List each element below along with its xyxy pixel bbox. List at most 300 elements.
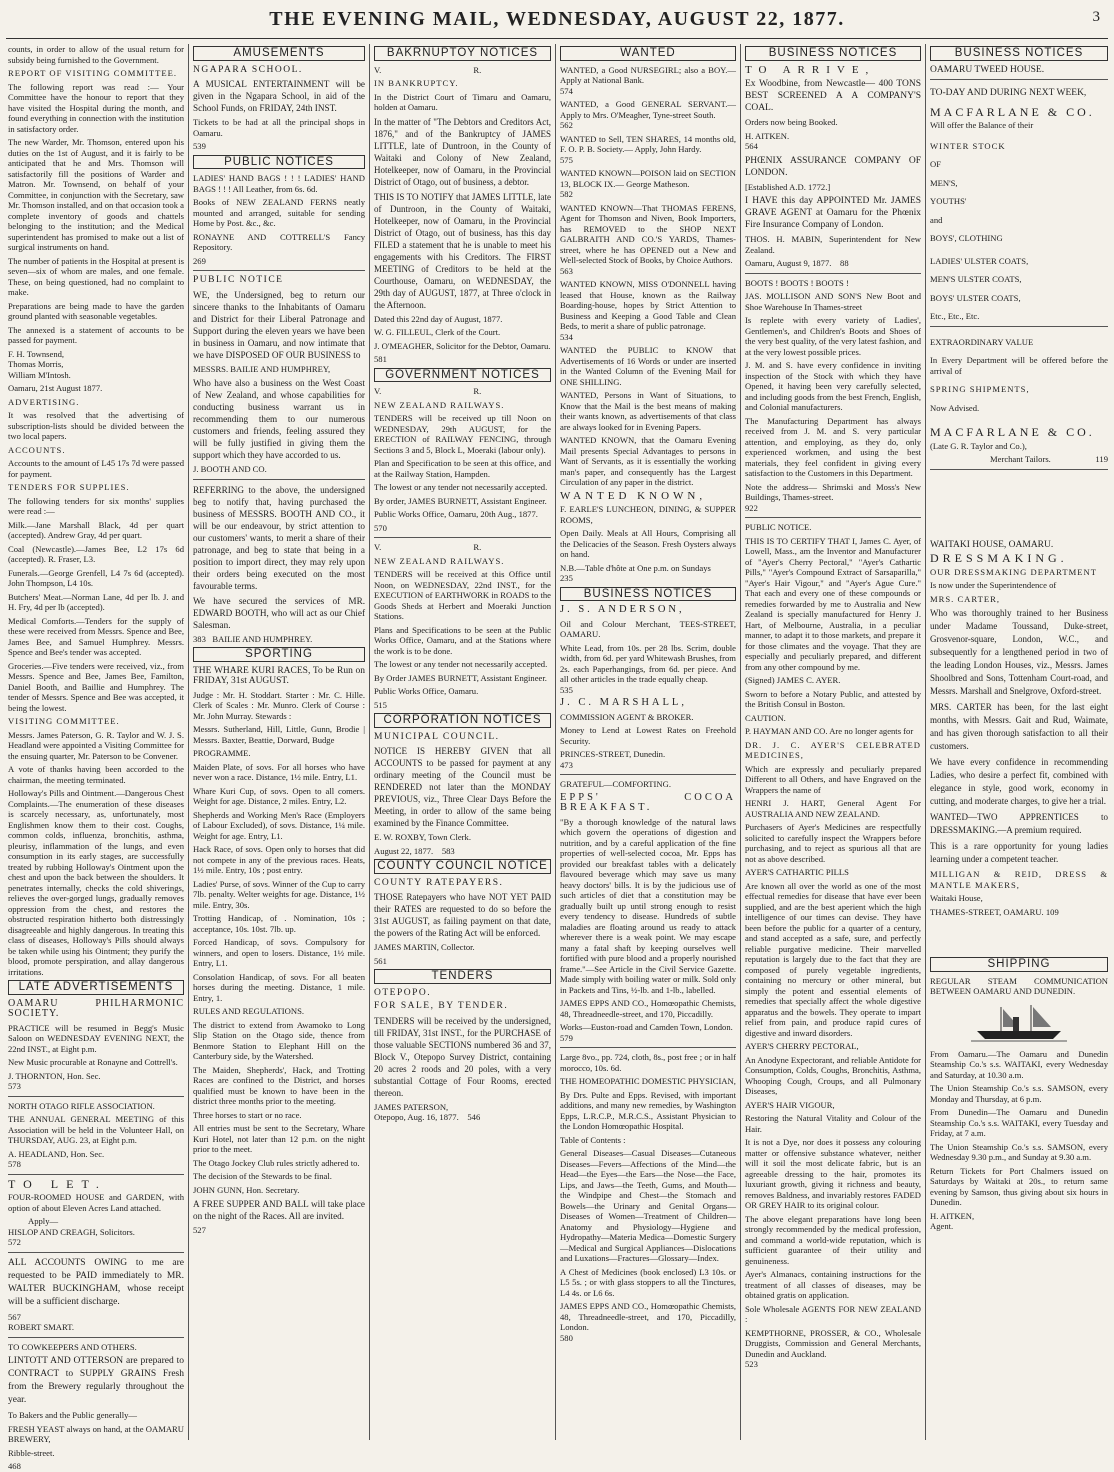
ad-text: Return Tickets for Port Chalmers issued on Saturdays by Waitaki at 20s., to return same evening by Samson, thus giving about six hours in Dunedin. [930, 1165, 1108, 1207]
royal-cipher: V. R. [374, 386, 482, 396]
divider [374, 537, 551, 538]
section-heading: WANTED [560, 46, 736, 61]
ad-title: OAMARU PHILHARMONIC SOCIETY. [8, 997, 184, 1019]
ad-title: NORTH OTAGO RIFLE ASSOCIATION. [8, 1100, 155, 1111]
ad-text: (Late G. R. Taylor and Co.), [930, 440, 1027, 451]
ad-text: Three horses to start or no race. [193, 1109, 302, 1120]
article-text: The number of patients in the Hospital at present is seven—six of whom are males, and one female. These, on being questioned, had no complaint to make. [8, 255, 184, 297]
royal-cipher: V. R. [374, 64, 482, 75]
subhead: VISITING COMMITTEE. [8, 716, 120, 726]
ad-text: To Bakers and the Public generally— [8, 1410, 137, 1420]
ad-signature: THOS. H. MABIN, Superintendent for New Zealand. [745, 234, 921, 255]
dateline: Oamaru, 21st August 1877. [8, 383, 103, 393]
subhead: ADVERTISING. [8, 396, 80, 407]
steamship-icon [971, 1001, 1067, 1045]
ad-text: In the matter of "The Debtors and Creditors Act, 1876," and of the Bankruptcy of JAMES LITTLE, late of Duntroon, in the County of Waitaki and Colony of New Zealand, Hotelkeeper, now of Oamaru, in the Provincial District of Otago, out of business, a debtor. [374, 116, 551, 187]
ad-signature: E. W. ROXBY, Town Clerk. [374, 832, 471, 842]
royal-cipher: V. R. [374, 542, 482, 552]
race-entry: Ladies' Purse, of sovs. Winner of the Cup to carry 7lb. penalty. Welter weights for age. Distance, 1½ mile. Entry, 30s. [193, 878, 365, 910]
ad-text: It is not a Dye, nor does it possess any colouring matter or offensive substance whatever, neither will it soil the most delicate fabric, but is an agreeable dressing to the hair, promotes its luxuriant growth, giving it richness and beauty, removes Baldness, and invariably restores FADED OR GREY HAIR to its original colour. [745, 1137, 921, 1210]
ad-signature: Agent. [930, 1221, 954, 1231]
ad-number: 579 [560, 1032, 573, 1043]
ad-number: 570 [374, 522, 387, 533]
ad-text: Waitaki House, [930, 893, 983, 903]
ad-text: Is now under the Superintendence of [930, 580, 1057, 590]
ad-text: The Union Steamship Co.'s s.s. SAMSON, every Wednesday 9.30 p.m., and Sunday at 9.30 a.m. [930, 1141, 1108, 1162]
ad-text: Apply— [28, 1216, 59, 1226]
ad-text: Dated this 22nd day of August, 1877. [374, 313, 503, 324]
ad-text: In Every Department will be offered before the arrival of [930, 355, 1108, 376]
column-divider [555, 44, 556, 1440]
ad-signature [193, 634, 365, 645]
race-entry: Whare Kuri Cup, of sovs. Open to all comers. Weight for age. Distance, 2 miles. Entry, L2. [193, 785, 365, 806]
ad-title: COUNTY RATEPAYERS. [374, 877, 504, 888]
date: Otepopo, Aug. 16, 1877. [374, 1112, 459, 1122]
section-heading: COUNTY COUNCIL NOTICE [374, 859, 551, 874]
article-text: Accounts to the amount of L45 17s 7d were passed for payment. [8, 458, 184, 479]
section-heading: GOVERNMENT NOTICES [374, 368, 551, 383]
ad-text: We have every confidence in recommending Ladies, who desire a perfect fit, combined with elegance in style, good work, economy in cutting, and moderate charges, to give her a trial. [930, 757, 1108, 806]
ad-text: Now Advised. [930, 402, 980, 413]
wanted-ad: WANTED, Persons in Want of Situations, to Know that the Mail is the best means of making their wants known, as advertisements of that class are always looked for in Evening Papers. [560, 390, 736, 432]
ad-text: LINTOTT AND OTTERSON are prepared to CONTRACT to SUPPLY GRAINS Fresh from the Brewery regularly throughout the year. [8, 1356, 184, 1405]
masthead-rule [6, 38, 1108, 39]
dateline [374, 846, 551, 857]
ad-signature: J. O'MEAGHER, Solicitor for the Debtor, Oamaru. [374, 340, 551, 351]
ad-text: Plan and Specification to be seen at this office, and at the Railway Station, Hampden. [374, 458, 551, 479]
ad-text: THAMES-STREET, OAMARU. [930, 906, 1044, 917]
ad-text: TENDERS will be received at this Office until Noon, on WEDNESDAY, 22nd INST., for the EXECUTION of EARTHWORK in ROADS to the Goods Sheds at Herbert and Moeraki Junction Stations. [374, 569, 551, 621]
ad-text: Who was thoroughly trained to her Business under Madame Toussand, Duke-street, Grosvenor-square, London, W.C., and subsequently for a lengthened period in two of the leading London Houses, viz., Messrs. James Shoolbred and Sons, Tottenham Court-road, and Messrs. Marshall and Snelgrove, Oxford-street. [930, 608, 1108, 696]
ad-text: TENDERS will be received by the undersigned, till FRIDAY, 31st INST., for the PURCHASE of those valuable SECTIONS numbered 36 and 37, Block V., Otepopo Survey District, containing 20 acres 2 roods and 20 poles, with a very substantial Cottage of Four Rooms, erected thereon. [374, 1015, 551, 1098]
divider [193, 270, 365, 271]
ad-signature: J. BOOTH AND CO. [193, 464, 267, 474]
date: Oamaru, August 9, 1877. [745, 258, 832, 268]
ad-number: 582 [560, 189, 573, 199]
section-heading: SPORTING [193, 647, 365, 662]
subhead: TENDERS FOR SUPPLIES. [8, 482, 130, 492]
ad-number: 561 [374, 955, 387, 966]
dateline [930, 454, 1108, 465]
ad-number: 119 [1095, 454, 1108, 464]
subhead: PROGRAMME. [193, 748, 251, 758]
ad-text: P. HAYMAN AND CO. Are no longer agents for [745, 726, 914, 736]
ad-text: MRS. CARTER has been, for the last eight months, with Messrs. Gait and Rud, Waimate, and has given thorough satisfaction to all their customers. [930, 702, 1108, 751]
article-text: Medical Comforts.—Tenders for the supply of these were received from Messrs. Spence and Bee, James Bee, and Samuel Humphrey. Messrs. Spence and Bee's tender was accepted. [8, 615, 184, 657]
article-text: The following report was read :— Your Committee have the honour to report that they have visited the Hospital during the month, and found everything in connection with the institution in satisfactory order. [8, 81, 184, 134]
ad-text: Ex Woodbine, from Newcastle— 400 TONS BEST SCREENED A A COMPANY'S COAL. [745, 79, 921, 113]
ad-signature: BAILIE AND HUMPHREY. [212, 633, 313, 644]
ad-text: Restoring the Natural Vitality and Colour of the Hair. [745, 1113, 921, 1134]
ad-signature: JAMES MARTIN, Collector. [374, 942, 475, 952]
ad-number: 573 [8, 1081, 21, 1091]
ad-number: 269 [193, 255, 206, 266]
divider [8, 1096, 184, 1097]
ad-number: 562 [560, 120, 573, 130]
ad-text: Tickets to be had at all the principal shops in Oamaru. [193, 117, 365, 138]
ad-text: Judge : Mr. H. Stoddart. Starter : Mr. C. Hille. Clerk of Scales : Mr. Munro. Clerk of Course : Mr. John Murray. Stewards : [193, 689, 365, 721]
ad-title: OAMARU TWEED HOUSE. [930, 64, 1045, 75]
column-1 [8, 44, 184, 1471]
masthead-title: THE EVENING MAIL, WEDNESDAY, AUGUST 22, 1877. [269, 8, 845, 30]
ad-text: From Dunedin—The Oamaru and Dunedin Steamship Co.'s s.s. WAITAKI, every Tuesday and Friday, at 7 a.m. [930, 1107, 1108, 1138]
ad-number: 523 [745, 1359, 758, 1369]
ad-title: PHŒNIX ASSURANCE COMPANY OF LONDON. [745, 155, 921, 178]
ad-text: ALL ACCOUNTS OWING to me are requested to be PAID immediately to MR. WALTER BUCKINGHAM, whose receipt will be a sufficient discharge. [8, 1257, 184, 1307]
ad-signature: A. HEADLAND, Hon. Sec. [8, 1148, 105, 1159]
ad-text: TO-DAY AND DURING NEXT WEEK, [930, 88, 1087, 98]
article-text: Milk.—Jane Marshall Black, 4d per quart (accepted). Andrew Gray, 4d per quart. [8, 519, 184, 540]
ad-text: MEN'S, [930, 177, 958, 188]
column-6 [930, 44, 1108, 1440]
ad-title: MUNICIPAL COUNCIL. [374, 731, 500, 742]
ad-title: JAS. MOLLISON AND SON'S New Boot and Shoe Warehouse In Thames-street [745, 291, 921, 312]
ad-text: WANTED—TWO APPRENTICES to DRESSMAKING.—A premium required. [930, 812, 1108, 835]
wanted-ad: WANTED KNOWN—That THOMAS FERENS, Agent for Thomson and Niven, Book Importers, has REMOVED to the SHOP NEXT GALBRAITH AND CO.'S YARDS, Thames-street, where he has OPENED out a New and Well-selected Stock of Books, by Choice Authors. [560, 202, 736, 265]
dateline [745, 258, 921, 269]
ad-text: LADIES' ULSTER COATS, [930, 255, 1029, 266]
dateline [930, 907, 1108, 918]
ad-title: EPPS' COCOA BREAKFAST. [560, 791, 736, 813]
ad-text: A MUSICAL ENTERTAINMENT will be given in the Ngapara School, in aid of the School Funds, on FRIDAY, 24th INST. [193, 79, 365, 113]
ad-title: IN BANKRUPTCY. [374, 78, 459, 88]
ad-text: We have secured the services of MR. EDWARD BOOTH, who will act as our Chief Salesman. [193, 595, 365, 630]
ad-signature: W. G. FILLEUL, Clerk of the Court. [374, 327, 501, 337]
ad-text: I HAVE this day APPOINTED Mr. JAMES GRAVE AGENT at Oamaru for the Phœnix Fire Insurance Company of London. [745, 196, 921, 230]
ad-title: MILLIGAN & REID, DRESS & MANTLE MAKERS, [930, 869, 1108, 890]
masthead [0, 0, 1114, 40]
ad-signature: H. AITKEN. [745, 130, 790, 141]
ad-text: F. EARLE'S LUNCHEON, DINING, & SUPPER ROOMS, [560, 504, 736, 525]
ad-text: Oil and Colour Merchant, TEES-STREET, OAMARU. [560, 618, 736, 639]
ad-text: The Manufacturing Department has always received from J. M. and S. very particular attention, and employing, as they do, only experienced workmen, and using the best materials, they feel confident in giving every satisfaction to the Customers in this Department. [745, 415, 921, 478]
ad-signature: RONAYNE AND COTTRELL'S Fancy Repository. [193, 231, 365, 252]
ad-title: J. S. ANDERSON, [560, 604, 685, 615]
ad-title: AYER'S HAIR VIGOUR, [745, 1099, 835, 1110]
subhead: BOOTS ! BOOTS ! BOOTS ! [745, 277, 849, 288]
signature: F. H. Townsend, [8, 348, 65, 359]
column-divider [188, 44, 189, 1440]
signature: Thomas Morris, [8, 359, 64, 369]
article-text: It was resolved that the advertising of subscription-lists should be divided between the two local papers. [8, 410, 184, 441]
ad-text: THOSE Ratepayers who have NOT YET PAID their RATES are requested to do so before the 31st AUGUST, as failing payment on that date, the powers of the Rating Act will be enforced. [374, 892, 551, 938]
ad-text: Orders now being Booked. [745, 117, 838, 127]
ad-title: DRESSMAKING. [930, 551, 1068, 565]
signature: William M'Intosh. [8, 369, 71, 380]
race-entry: Hack Race, of sovs. Open only to horses that did not compete in any of the previous races. Heats, 1½ mile. Entry, 10s ; post entry. [193, 844, 365, 875]
ad-text: Are known all over the world as one of the most effectual remedies for disease that have ever been supplied, and are the best aperient which the high intelligence of our times can devise. They have been before the public for a quarter of a century, and stand accepted as a safe, sure, and perfectly reliable purgative medicine. Their marvelled reputation is largely due to the fact that they are composed of purely vegetable ingredients, containing no mercury or other mineral, but simply the potent and essential elements of remedies that specially affect the whole digestive apparatus and the bowels. They operate to impart relief from pain, and produce rapid cures of digestive and inward disorders. [745, 880, 921, 1038]
ad-number: 468 [8, 1461, 21, 1471]
ad-text: THE ANNUAL GENERAL MEETING of this Association will be held in the Volunteer Hall, on THURSDAY, AUG. 23, at Eight p.m. [8, 1114, 184, 1145]
article-text: Coal (Newcastle).—James Bee, L2 17s 6d (accepted). R. Fraser, L3. [8, 543, 184, 564]
section-heading: BAKRNUPTOY NOTICES [374, 46, 551, 61]
ad-number: 564 [745, 141, 758, 151]
ad-text: J. M. and S. have every confidence in inviting inspection of the Stock with which they have Opened, it having been very carefully selected, and including goods from the best French, English, and Colonial manufacturers. [745, 360, 921, 412]
article-text: Groceries.—Five tenders were received, viz., from Messrs. Spence and Bee, James Bee, Familton, Daniel Booth, and Baillie and Humphrey. The tender of Messrs. Spence and Bee was accepted, it being the lowest. [8, 660, 184, 713]
column-5 [745, 44, 921, 1440]
ad-text: The Maiden, Shepherds', Hack, and Trotting Races are confined to the District, and horses qualified must be known to have been in the district three months prior to the meeting. [193, 1064, 365, 1106]
ad-number: 580 [560, 1332, 573, 1343]
ad-text: Ayer's Almanacs, containing instructions for the treatment of all classes of diseases, may be obtained gratis on application. [745, 1269, 921, 1300]
ad-number: 583 [441, 845, 455, 856]
ad-text: Note the address— Shrimski and Moss's New Buildings, Thames-street. [745, 481, 921, 502]
race-entry: Maiden Plate, of sovs. For all horses who have never won a race. Distance, 1½ mile. Entry, L1. [193, 761, 365, 782]
section-heading: TENDERS [374, 969, 551, 984]
article-text: Butchers' Meat.—Norman Lane, 4d per lb. J. and H. Fry, 4d per lb (accepted). [8, 591, 184, 612]
ad-signature: JAMES EPPS AND CO., Homœopathic Chemists, 48, Threadneedle-street, and 170, Piccadilly, London. [560, 1301, 736, 1332]
ad-text: LADIES' HAND BAGS ! ! ! LADIES' HAND BAGS ! ! ! All Leather, from 6s. 6d. [193, 173, 365, 194]
ad-text: Plans and Specifications to be seen at the Public Works Office, Oamaru, and at the Stations where the work is to be done. [374, 624, 551, 656]
wanted-ad: WANTED KNOWN, that the Oamaru Evening Mail presents Special Advantages to persons in Want of Servants, as it is essentially the working man's paper, and consequently has the Largest Circulation of any paper in the district. [560, 435, 736, 487]
subhead: CAUTION. [745, 712, 786, 723]
section-heading: BUSINESS NOTICES [930, 46, 1108, 61]
ad-text: THIS IS TO CERTIFY THAT I, James C. Ayer, of Lowell, Mass., am the Inventor and Manufacturer of "Ayer's Cherry Pectoral," "Ayer's Cathartic Pills," "Ayer's Compound Extract of Sarsaparilla," "Ayer's Hair Vigour," and "Ayer's Ague Cure." That each and every one of these compounds or remedies forwarded by me to Australia and New Zealand is specially manufactured for Henry J. Hart, of Melbourne, Australia, in a peculiar manner, to adapt it to those markets, and prepare it for those climates and the voyage. That they are especially and peculiarly prepared, and different from any other compound by me. [745, 535, 921, 672]
ad-signature: JAMES EPPS AND CO., Homœopathic Chemists, 48, Threadneedle-street, and 170, Piccadilly. [560, 998, 736, 1019]
ad-text: THIS IS TO NOTIFY that JAMES LITTLE, late of Duntroon, in the County of Waitaki, Hotelkeeper, now of Oamaru, in the Provincial District of Otago, out of business, has this day FILED a statement that he is unable to meet his engagements with his Creditors. The FIRST MEETING of Creditors to be held at the Courthouse, Oamaru, on WEDNESDAY, the 29th day of AUGUST, 1877, at Three o'clock in the Afternoon. [374, 191, 551, 310]
ad-text: This is a rare opportunity for young ladies learning under a competent teacher. [930, 841, 1108, 864]
ad-title: MACFARLANE & CO. [930, 104, 1095, 119]
ad-number: 534 [560, 331, 573, 342]
race-entry: Forced Handicap, of sovs. Compulsory for winners, and open to losers. Distance, 1½ mile. Entry, L1. [193, 937, 365, 968]
ad-number: 581 [374, 354, 387, 364]
divider [560, 1047, 736, 1048]
ad-signature: (Signed) JAMES C. AYER. [745, 675, 841, 685]
ad-title: NGAPARA SCHOOL. [193, 64, 303, 75]
race-entry: Consolation Handicap, of sovs. For all beaten horses during the meeting. Distance, 1 mile. Entry, 1. [193, 971, 365, 1003]
ad-text: Open Daily. Meals at All Hours, Comprising all the Delicacies of the Season. Fresh Oysters always on hand. [560, 528, 736, 559]
dateline [374, 1112, 551, 1123]
ad-number: 574 [560, 85, 573, 96]
ad-text: A Chest of Medicines (book enclosed) L3 10s. or L5 5s. ; or with glass stoppers to all the Tinctures, L4 4s. or L6 6s. [560, 1266, 736, 1298]
ad-title: THE HOMEOPATHIC DOMESTIC PHYSICIAN, [560, 1076, 736, 1086]
ad-text: BOYS' ULSTER COATS, [930, 292, 1021, 303]
wanted-ad: WANTED to Sell, TEN SHARES, 14 months old, F. O. P. B. Society.— Apply, John Hardy. [560, 133, 736, 154]
ad-text: Books of NEW ZEALAND FERNS neatly mounted and arranged, suitable for sending Home by Post. &c., &c. [193, 197, 365, 228]
ad-text: FOUR-ROOMED HOUSE and GARDEN, with option of about Eleven Acres Land attached. [8, 1192, 184, 1213]
column-divider [369, 44, 370, 1440]
ad-signature: By order, JAMES BURNETT, Assistant Engineer. [374, 495, 547, 506]
ad-signature: JOHN GUNN, Hon. Secretary. [193, 1184, 300, 1195]
article-text: A vote of thanks having been accorded to the chairman, the meeting terminated. [8, 764, 184, 785]
ad-title: PUBLIC NOTICE [193, 275, 284, 285]
ad-number: 515 [374, 699, 387, 710]
ad-text: Works—Euston-road and Camden Town, London. [560, 1022, 733, 1032]
ad-signature: J. THORNTON, Hon. Sec. [8, 1070, 101, 1081]
ad-text: PRACTICE will be resumed in Begg's Music Saloon on WEDNESDAY EVENING NEXT, the 22nd INST., at Eight p.m. [8, 1022, 184, 1054]
column-divider [925, 44, 926, 1440]
ad-text: In the District Court of Timaru and Oamaru, holden at Oamaru. [374, 91, 551, 112]
ad-text: and [930, 214, 943, 225]
ad-text: "By a thorough knowledge of the natural laws which govern the operations of digestion and nutrition, and by a careful application of the fine properties of well-selected cocoa, Mr. Epps has provided our breakfast tables with a delicately flavoured beverage which may save us many heavy doctors' bills. It is by the judicious use of such articles of diet that a constitution may be gradually built up until strong enough to resist every tendency to disease. Hundreds of subtle maladies are floating around us ready to attack wherever there is a weak point. We may escape many a fatal shaft by keeping ourselves well fortified with pure blood and a properly nourished frame."—See Article in the Civil Service Gazette. Made simply with boiling water or milk. Sold only in Packets and Tins, ½-lb. and 1-lb., labelled. [560, 816, 736, 995]
ad-text: OUR DRESSMAKING DEPARTMENT [930, 566, 1097, 577]
ad-text: MEN'S ULSTER COATS, [930, 274, 1022, 284]
ad-text: MESSRS. BAILIE AND HUMPHREY, [193, 363, 331, 374]
wanted-ad: WANTED, a Good NURSEGIRL; also a BOY.—Apply at National Bank. [560, 64, 736, 85]
dateline: Public Works Office, Oamaru, 20th Aug., 1877. [374, 509, 538, 519]
ad-text: SPRING SHIPMENTS, [930, 384, 1030, 394]
ad-title: MACFARLANE & CO. [930, 425, 1095, 439]
divider [8, 1337, 184, 1338]
divider [930, 79, 1108, 80]
ad-text: BOYS', CLOTHING [930, 233, 1003, 243]
ad-title: DR. J. C. AYER'S CELEBRATED MEDICINES, [745, 739, 921, 760]
ad-text: [Established A.D. 1772.] [745, 181, 831, 192]
ad-number: 235 [560, 573, 573, 583]
ad-title: NEW ZEALAND RAILWAYS. [374, 555, 505, 566]
subhead: Table of Contents : [560, 1134, 626, 1145]
ad-number: 88 [840, 258, 849, 268]
ad-text: The decision of the Stewards to be final. [193, 1171, 332, 1181]
article-text: The annexed is a statement of accounts to be passed for payment. [8, 324, 184, 345]
section-heading: BUSINESS NOTICES [560, 587, 736, 602]
ad-text: REFERRING to the above, the undersigned beg to notify that, having purchased the business of MESSRS. BOOTH AND CO., it will be our endeavour, by strict attention to our customers' wants, to merit a share of their patronage, and beg to state that being in a position to import direct, they may rely upon their orders being executed on the most favourable terms. [193, 484, 365, 591]
ad-signature: HISLOP AND CREAGH, Solicitors. [8, 1226, 135, 1237]
ad-text: N.B.—Table d'hôte at One p.m. on Sundays [560, 562, 711, 573]
subhead: GRATEFUL—COMFORTING. [560, 779, 671, 789]
ad-text: WE, the Undersigned, beg to return our sincere thanks to the Inhabitants of Oamaru and District for their Liberal Patronage and Support during the eleven years we have been in business in Oamaru, and now intimate that we have DISPOSED OF OUR BUSINESS to [193, 289, 365, 360]
ad-text: Purchasers of Ayer's Medicines are respectfully solicited to carefully inspect the Wrappers before purchasing, and to reject as spurious all that are not as above described. [745, 822, 921, 864]
ad-text: Messrs. Sutherland, Hill, Little, Gunn, Brodie | Messrs. Baxter, Beattie, Dorward, Budge [193, 724, 365, 745]
ad-text: White Lead, from 10s. per 28 lbs. Scrim, double width, from 6d. per yard Whitewash Brushes, from 2s. each Paperhangings, from 6d. per piece. And all other articles in the trade equally cheap. [560, 642, 736, 684]
ad-text: COMMISSION AGENT & BROKER. [560, 711, 694, 722]
wanted-ad: WANTED KNOWN—POISON laid on SECTION 13, BLOCK IX.— George Matheson. [560, 168, 736, 189]
section-heading: PUBLIC NOTICES [193, 155, 365, 170]
ad-text: All entries must be sent to the Secretary, Whare Kuri Hotel, not later than 12 p.m. on the night prior to the meet. [193, 1123, 365, 1154]
wanted-ad: WANTED KNOWN, MISS O'DONNELL having leased that House, known as the Railway Boarding-house, hopes by Strict Attention to Business and Keeping a Good Table and Clean Beds, to merit a share of public patronage. [560, 279, 736, 331]
ad-text: Which are expressly and peculiarly prepared Different to all Others, and have Engraved on the Wrappers the name of [745, 763, 921, 795]
ad-signature: ROBERT SMART. [8, 1322, 74, 1332]
divider [8, 1252, 184, 1253]
ad-text: Large 8vo., pp. 724, cloth, 8s., post free ; or in half morocco, 10s. 6d. [560, 1052, 736, 1073]
ad-text: Sworn to before a Notary Public, and attested by the British Consul in Boston. [745, 688, 921, 709]
ad-number: 527 [193, 1225, 206, 1235]
section-heading: CORPORATION NOTICES [374, 713, 551, 728]
ad-text: A FREE SUPPER AND BALL will take place on the night of the Races. All are invited. [193, 1199, 365, 1221]
subhead: REPORT OF VISITING COMMITTEE. [8, 68, 178, 78]
ad-text: The above elegant preparations have long been strongly recommended by the medical profession, and command a world-wide reputation, which is sufficient guarantee of their utility and genuineness. [745, 1213, 921, 1266]
ad-text: The Union Steamship Co.'s s.s. SAMSON, every Monday and Thursday, at 6 p.m. [930, 1083, 1108, 1104]
divider [745, 517, 921, 518]
ad-text: Is replete with every variety of Ladies', Gentlemen's, and Children's Boots and Shoes of the very best quality, of the very latest fashion, and at the very lowest possible prices. [745, 315, 921, 357]
article-text: The new Warder, Mr. Thomson, entered upon his duties on the 1st of August, and it is fairly to be anticipated that he and Mrs. Thomson will satisfactorily fill the positions of Warder and Matron. Mr. Townsend, on behalf of your Committee, in conjunction with the Secretary, saw Mr. Thomson installed, and on that occasion took a complete inventory of goods and chattels belonging to the institution; and the Medical superintendent has promised to make out a list of surgical instruments on hand. [8, 137, 184, 252]
article-text: The following tenders for six months' supplies were read :— [8, 495, 184, 516]
ad-title: HENRI J. HART, General Agent For AUSTRALIA AND NEW ZEALAND. [745, 798, 921, 819]
ad-number: 572 [8, 1237, 21, 1247]
article-text: Holloway's Pills and Ointment.—Dangerous Chest Complaints.—The enumeration of these diseases is scarcely necessary, as, unfortunately, most Englishmen know them to their cost. Coughs, common colds, influenza, bronchitis, asthma, pleurisy, inflammation of the lungs, and even consumption in its early stages, are successfully treated by rubbing Holloway's Ointment upon the chest and upon the back between the shoulders. It penetrates internally, checks the cold shiverings, relieves the over-gorged lungs, gradually removes oppression from the chest, and restores the obstructed respiration hitherto both distressingly disagreeable and highly dangerous. In treating this class of diseases, Holloway's Pills should always be taken while using his Ointment; they purify the blood, promote perspiration, and allay dangerous irritations. [8, 788, 184, 977]
subhead: ACCOUNTS. [8, 444, 66, 455]
ad-text: The lowest or any tender not necessarily accepted. [374, 659, 548, 669]
article-text: Funerals.—George Grenfell, L4 7s 6d (accepted). John Thompson, L4 10s. [8, 567, 184, 588]
ad-text: New Music procurable at Ronayne and Cottrell's. [8, 1057, 178, 1067]
divider [745, 273, 921, 274]
ad-text: WINTER STOCK [930, 140, 1006, 151]
ad-signature: By Order JAMES BURNETT, Assistant Engineer. [374, 672, 547, 683]
ad-title: AYER'S CHERRY PECTORAL, [745, 1041, 859, 1051]
ad-text: NOTICE IS HEREBY GIVEN that all ACCOUNTS to be passed for payment at any ordinary meeting of the Council must be RENDERED not later than the MONDAY PREVIOUS, viz., Three Clear Days Before the Meeting, in order to allow of the same being examined by the Finance Committee. [374, 746, 551, 828]
ad-title: OTEPOPO. [374, 987, 432, 998]
ad-title: AYER'S CATHARTIC PILLS [745, 867, 849, 877]
ad-number: 567 [8, 1311, 21, 1322]
ad-number: 383 [193, 633, 206, 644]
ad-title: FOR SALE, BY TENDER. [374, 1001, 509, 1011]
section-heading: BUSINESS NOTICES [745, 46, 921, 61]
ad-text: From Oamaru.—The Oamaru and Dunedin Steamship Co.'s s.s. WAITAKI, every Wednesday and Saturday, at 10.30 a.m. [930, 1048, 1108, 1080]
ad-text: The lowest or any tender not necessarily accepted. [374, 482, 548, 492]
ad-text: PRINCES-STREET, Dunedin. [560, 749, 666, 759]
ad-text: The district to extend from Awamoko to Long Slip Station on the Otago side, thence from Benmore Station to Elephant Hill on the Canterbury side, by the Watershed. [193, 1019, 365, 1061]
page-number: 3 [1092, 9, 1100, 25]
ad-text: OF [930, 159, 941, 169]
article-text: Messrs. James Paterson, G. R. Taylor and W. J. S. Headland were appointed a Visiting Committee for the ensuing quarter, Mr. Paterson to be Convener. [8, 729, 184, 761]
ad-number: 546 [467, 1112, 481, 1122]
ad-title: WAITAKI HOUSE, OAMARU. [930, 539, 1054, 550]
ad-number: 535 [560, 684, 573, 695]
ad-text: An Anodyne Expectorant, and reliable Antidote for Consumption, Colds, Coughs, Bronchitis, Asthma, Whooping Cough, Croups, and all Pulmonary Diseases, [745, 1054, 921, 1096]
column-3 [374, 44, 551, 1440]
ad-text: Etc., Etc., Etc. [930, 311, 980, 321]
article-text: counts, in order to allow of the usual return for subsidy being furnished to the Government. [8, 44, 184, 65]
ad-text: FRESH YEAST always on hand, at the OAMARU BREWERY, [8, 1423, 184, 1444]
ad-signature: Ribble-street. [8, 1447, 55, 1458]
ad-text: Sole Wholesale AGENTS FOR NEW ZEALAND : [745, 1303, 921, 1324]
ad-title: WANTED KNOWN, [560, 489, 707, 502]
ad-text: MRS. CARTER, [930, 593, 1000, 604]
subhead: PUBLIC NOTICE. [745, 522, 812, 532]
ad-title: EXTRAORDINARY VALUE [930, 336, 1034, 347]
divider [193, 479, 365, 480]
section-heading: AMUSEMENTS [193, 46, 365, 61]
dateline: Public Works Office, Oamaru. [374, 686, 479, 696]
article-text: Preparations are being made to have the garden ground planted with seasonable vegetables. [8, 300, 184, 321]
date: August 22, 1877. [374, 845, 434, 856]
column-4 [560, 44, 736, 1440]
subhead: RULES AND REGULATIONS. [193, 1006, 305, 1016]
ad-number: 575 [560, 154, 573, 165]
divider [930, 469, 1108, 470]
ad-text: YOUTHS' [930, 196, 967, 206]
ad-title: TO COWKEEPERS AND OTHERS. [8, 1341, 137, 1352]
wanted-ad: WANTED the PUBLIC to KNOW that Advertisements of 16 Words or under are inserted in the Wanted Column of the Evening Mail for ONE SHILLING. [560, 345, 736, 387]
divider [8, 1174, 184, 1175]
ad-text: By Drs. Pulte and Epps. Revised, with important additions, and many new remedies, by Washington Epps, L.R.C.P., M.R.C.S., Assistant Physician to the London Homœopathic Hospital. [560, 1089, 736, 1131]
ad-signature: JAMES PATERSON, [374, 1101, 449, 1112]
divider [930, 326, 1108, 327]
ad-title: THE WHARE KURI RACES, To be Run on FRIDAY, 31st AUGUST. [193, 665, 365, 686]
race-entry: Trotting Handicap, of . Nomination, 10s ; acceptance, 10s. 10st. 7lb. up. [193, 913, 365, 934]
section-heading: SHIPPING [930, 957, 1108, 972]
ad-number: 922 [745, 502, 758, 513]
ad-text: Who have also a business on the West Coast of New Zealand, and whose capabilities for conducting business warrant us in recommending them to our numerous customers and friends, feeling assured they will be fully justified in giving them the support which they have accorded to us. [193, 378, 365, 460]
section-heading: LATE ADVERTISEMENTS [8, 980, 184, 995]
ad-number: 473 [560, 759, 573, 770]
ad-title: REGULAR STEAM COMMUNICATION BETWEEN OAMARU AND DUNEDIN. [930, 975, 1108, 996]
ad-title: TO ARRIVE, [745, 63, 876, 76]
ad-text: Money to Lend at Lowest Rates on Freehold Security. [560, 725, 736, 746]
ad-title: J. C. MARSHALL, [560, 697, 687, 708]
ad-text: TENDERS will be received up till Noon on WEDNESDAY, 29th AUGUST, for the ERECTION of RAILWAY FENCING, through Sections 3 and 5, Block L, Moeraki (labour only). [374, 413, 551, 455]
race-entry: Shepherds and Working Men's Race (Employers of Labour Excluded), of sovs. Distance, 1¼ mile. Weight for age. Entry, L1. [193, 809, 365, 841]
ad-text: General Diseases—Casual Diseases—Cutaneous Diseases—Fevers—Affections of the Mind—the Head—the Eyes—the Ears—the Nose—the Face, Lips, and Jaws—the Teeth, Gums, and Mouth—the Windpipe and Chest—the Stomach and Bowels—the Urinary and Genital Organs—Diseases of Women—Treatment of Children—Anatomy and Physiology—Hygiene and Hydropathy—Materia Medica—Domestic Surgery—Medical and Surgical Appliances—Dislocations and Luxations—Fractures—Glossary—Index. [560, 1148, 736, 1263]
ad-signature: KEMPTHORNE, PROSSER, & CO., Wholesale Druggists, Commission and General Merchants, Dunedin and Auckland. [745, 1327, 921, 1359]
ad-number: 109 [1045, 906, 1059, 917]
ad-text: Will offer the Balance of their [930, 120, 1034, 130]
ad-signature: Merchant Tailors. [990, 454, 1051, 464]
column-2 [193, 44, 365, 1440]
ad-text: The Otago Jockey Club rules strictly adhered to. [193, 1157, 360, 1168]
column-divider [740, 44, 741, 1440]
ad-number: 539 [193, 141, 206, 151]
ad-signature: H. AITKEN, [930, 1210, 975, 1221]
